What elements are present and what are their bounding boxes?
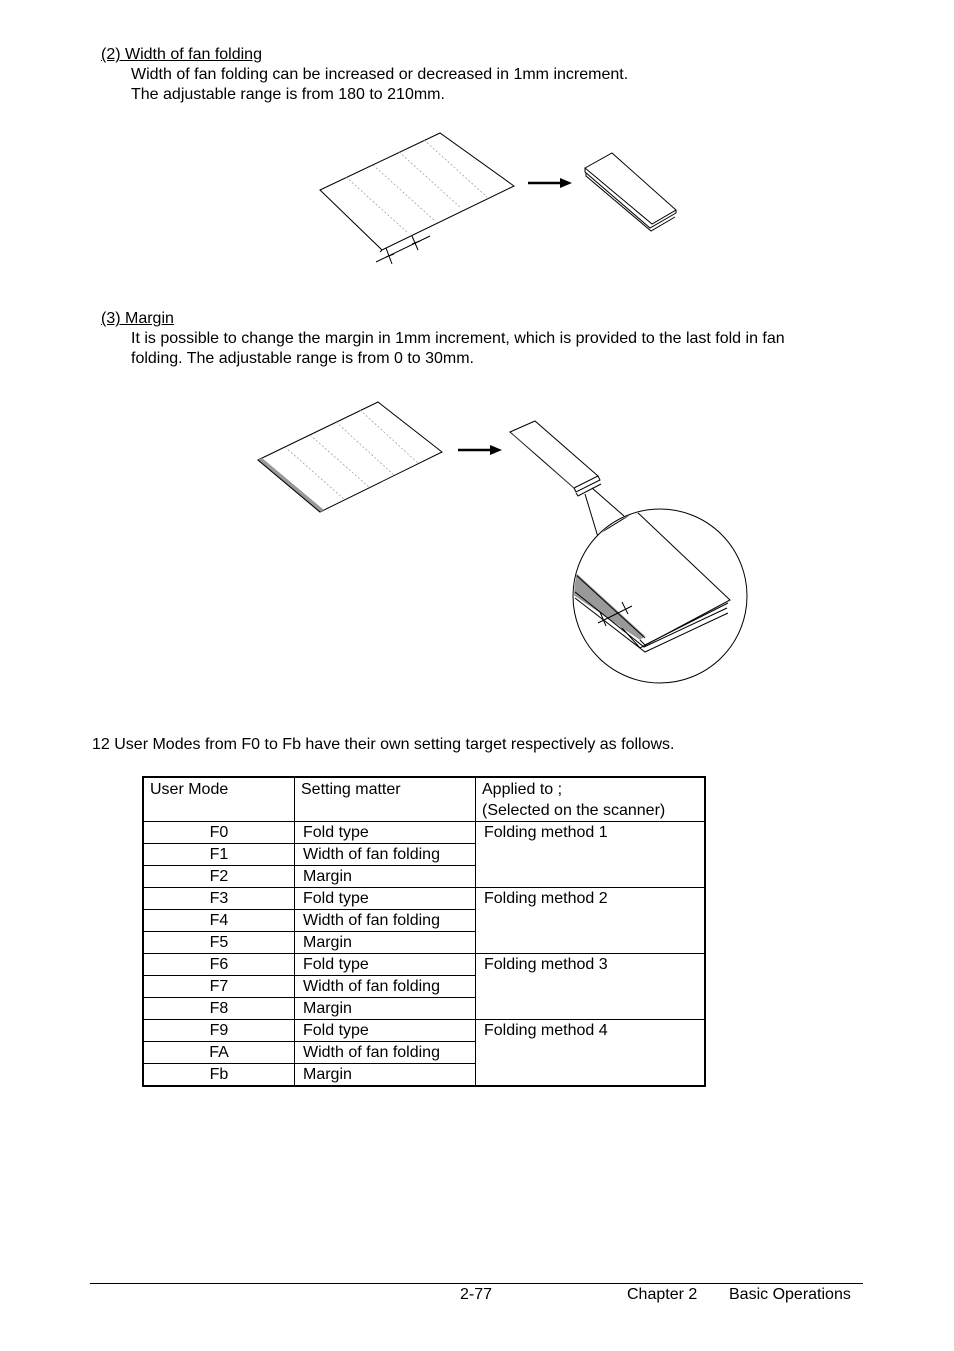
section3-text-line1: It is possible to change the margin in 1mm increment, which is provided to the last fold in fan [131, 330, 785, 347]
matter-cell: Fold type [295, 954, 476, 976]
table-row [143, 888, 705, 910]
matter-cell: Margin [295, 932, 476, 954]
table-row [143, 1020, 705, 1042]
matter-cell: Fold type [295, 1020, 476, 1042]
header-applied-to [476, 777, 706, 822]
header-applied-to-line1: Applied to ; [482, 781, 563, 798]
mode-cell: FA [143, 1042, 295, 1064]
mode-cell: F0 [143, 822, 295, 844]
header-applied-to-line2: (Selected on the scanner) [482, 802, 666, 819]
matter-cell: Width of fan folding [295, 976, 476, 998]
page-number: 2-77 [460, 1286, 493, 1303]
mode-cell: F5 [143, 932, 295, 954]
mode-cell: F4 [143, 910, 295, 932]
applied-cell: Folding method 1 [476, 822, 706, 888]
user-modes-table [142, 776, 706, 1087]
mode-cell: F6 [143, 954, 295, 976]
footer-divider [90, 1283, 863, 1284]
mode-cell: F1 [143, 844, 295, 866]
footer-chapter: Chapter 2 [627, 1286, 698, 1303]
user-modes-intro: 12 User Modes from F0 to Fb have their own setting target respectively as follows. [92, 736, 675, 753]
footer-title: Basic Operations [729, 1286, 851, 1303]
section3-heading: (3) Margin [101, 310, 174, 327]
section2-text-line1: Width of fan folding can be increased or decreased in 1mm increment. [131, 66, 629, 83]
section2-text-line2: The adjustable range is from 180 to 210mm. [131, 86, 445, 103]
applied-cell: Folding method 2 [476, 888, 706, 954]
mode-cell: F9 [143, 1020, 295, 1042]
section2-heading: (2) Width of fan folding [101, 46, 262, 63]
matter-cell: Fold type [295, 888, 476, 910]
matter-cell: Margin [295, 1064, 476, 1087]
matter-cell: Width of fan folding [295, 910, 476, 932]
matter-cell: Margin [295, 866, 476, 888]
mode-cell: F2 [143, 866, 295, 888]
matter-cell: Margin [295, 998, 476, 1020]
table-row [143, 822, 705, 844]
mode-cell: Fb [143, 1064, 295, 1087]
matter-cell: Fold type [295, 822, 476, 844]
table-header-row [143, 777, 705, 822]
applied-cell: Folding method 4 [476, 1020, 706, 1087]
mode-cell: F7 [143, 976, 295, 998]
header-user-mode: User Mode [143, 777, 295, 822]
section3-text-line2: folding. The adjustable range is from 0 to 30mm. [131, 350, 474, 367]
header-setting-matter: Setting matter [295, 777, 476, 822]
mode-cell: F8 [143, 998, 295, 1020]
table-row [143, 954, 705, 976]
mode-cell: F3 [143, 888, 295, 910]
matter-cell: Width of fan folding [295, 844, 476, 866]
matter-cell: Width of fan folding [295, 1042, 476, 1064]
applied-cell: Folding method 3 [476, 954, 706, 1020]
